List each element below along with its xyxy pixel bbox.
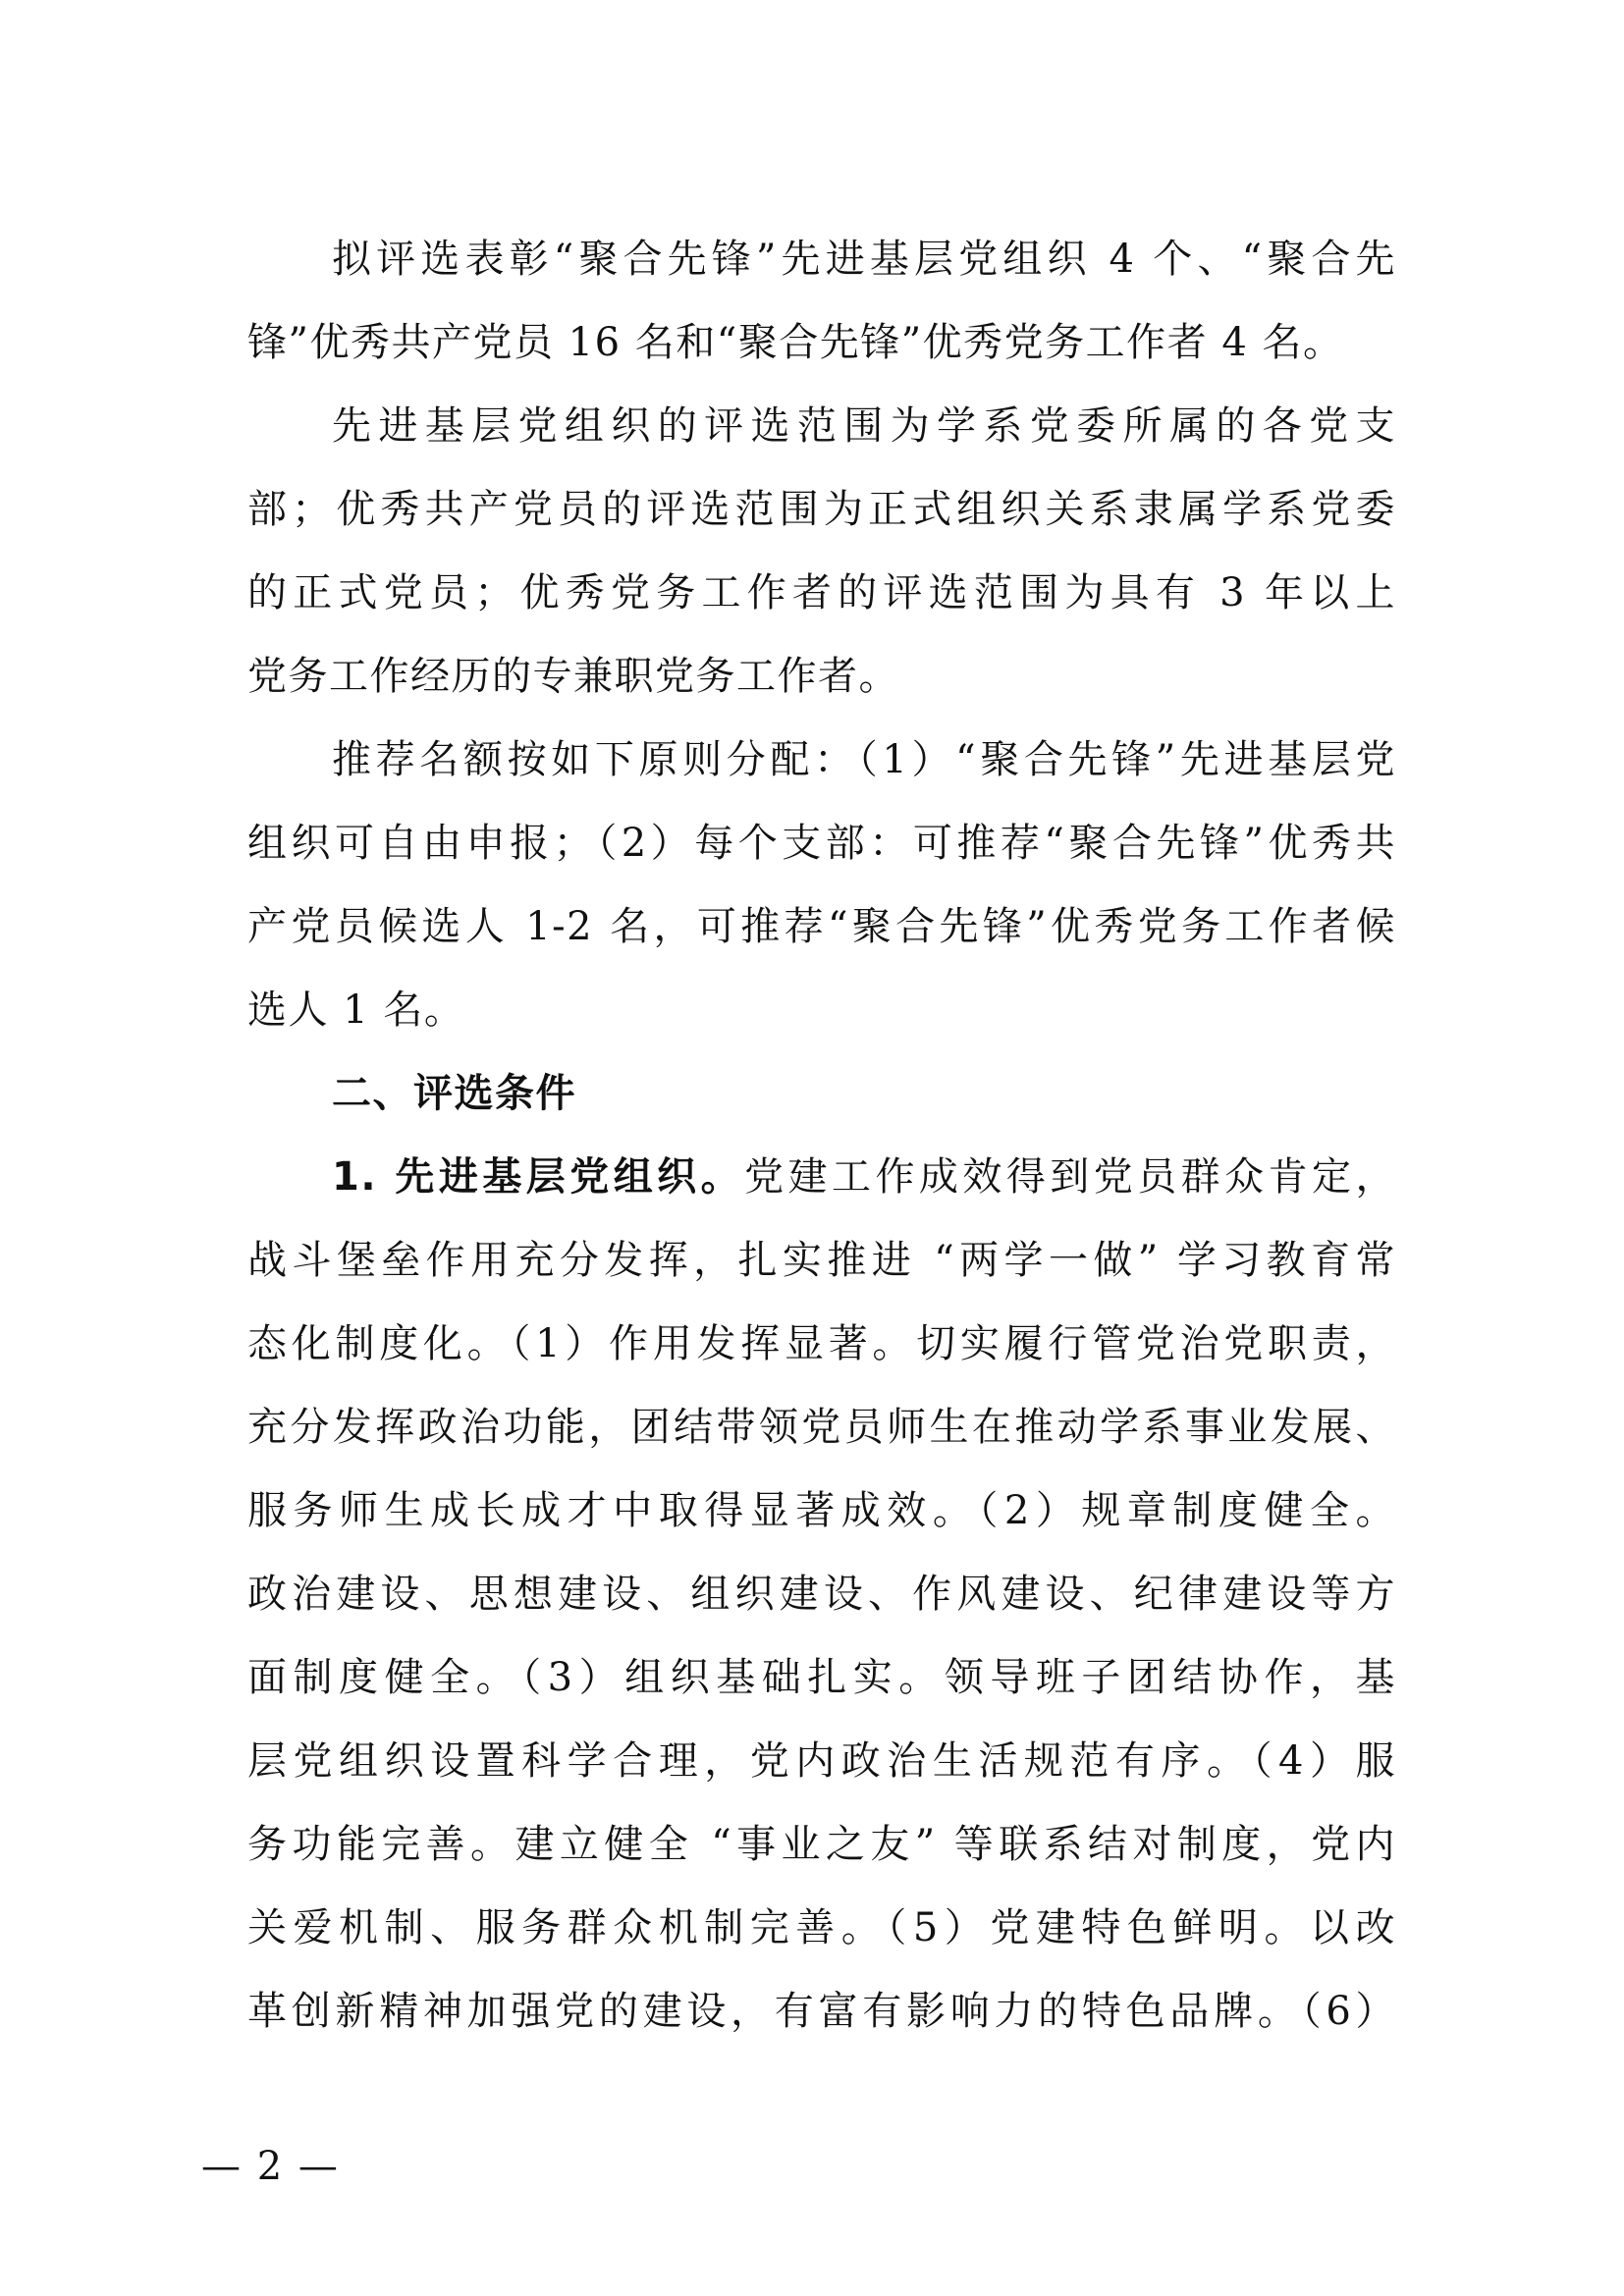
line-text: 部；优秀共产党员的评选范围为正式组织关系隶属学系党委 xyxy=(247,487,1396,532)
text-line xyxy=(247,635,1396,719)
line-text: 革创新精神加强党的建设，有富有影响力的特色品牌。（6） xyxy=(247,1989,1396,2034)
text-line xyxy=(247,1887,1396,1970)
text-line xyxy=(247,1553,1396,1636)
text-line xyxy=(247,1386,1396,1469)
section-heading xyxy=(247,1052,1396,1136)
line-text: 务功能完善。建立健全 “事业之友” 等联系结对制度，党内 xyxy=(247,1822,1396,1867)
line-text: 关爱机制、服务群众机制完善。（5）党建特色鲜明。以改 xyxy=(247,1905,1396,1950)
line-text: 组织可自由申报；（2）每个支部：可推荐“聚合先锋”优秀共 xyxy=(247,821,1396,866)
line-text: 推荐名额按如下原则分配：（1）“聚合先锋”先进基层党 xyxy=(332,737,1396,782)
text-line xyxy=(247,552,1396,635)
line-text: 拟评选表彰“聚合先锋”先进基层党组织 4 个、“聚合先 xyxy=(332,237,1396,282)
text-line xyxy=(247,1803,1396,1887)
line-text: 态化制度化。（1）作用发挥显著。切实履行管党治党职责， xyxy=(247,1321,1396,1366)
text-line xyxy=(247,1636,1396,1720)
text-line xyxy=(247,1136,1396,1219)
text-line xyxy=(247,1720,1396,1803)
text-line xyxy=(247,802,1396,885)
line-text: 政治建设、思想建设、组织建设、作风建设、纪律建设等方 xyxy=(247,1572,1396,1617)
line-text: 锋”优秀共产党员 16 名和“聚合先锋”优秀党务工作者 4 名。 xyxy=(247,320,1344,365)
line-text: 层党组织设置科学合理，党内政治生活规范有序。（4）服 xyxy=(247,1738,1396,1784)
line-text: 充分发挥政治功能，团结带领党员师生在推动学系事业发展、 xyxy=(247,1405,1396,1450)
document-body xyxy=(247,218,1396,2054)
text-line xyxy=(247,1219,1396,1303)
text-line xyxy=(247,969,1396,1052)
text-line xyxy=(247,1303,1396,1386)
text-line xyxy=(247,301,1396,385)
line-text: 面制度健全。（3）组织基础扎实。领导班子团结协作，基 xyxy=(247,1655,1396,1700)
text-line xyxy=(247,885,1396,969)
text-line xyxy=(247,385,1396,468)
line-text: 先进基层党组织的评选范围为学系党委所属的各党支 xyxy=(332,403,1396,449)
line-text: 二、评选条件 xyxy=(332,1071,576,1116)
page-number: — 2 — xyxy=(201,2144,340,2189)
text-line xyxy=(247,719,1396,802)
line-text: 选人 1 名。 xyxy=(247,988,465,1033)
line-text: 的正式党员；优秀党务工作者的评选范围为具有 3 年以上 xyxy=(247,570,1396,615)
text-line xyxy=(247,1469,1396,1553)
item-lead: 1. 先进基层党组织。 xyxy=(332,1154,745,1200)
line-text: 产党员候选人 1-2 名，可推荐“聚合先锋”优秀党务工作者候 xyxy=(247,904,1396,949)
text-line xyxy=(247,468,1396,552)
line-text: 党务工作经历的专兼职党务工作者。 xyxy=(247,654,899,699)
text-line xyxy=(247,1970,1396,2054)
line-text: 服务师生成长成才中取得显著成效。（2）规章制度健全。 xyxy=(247,1488,1396,1533)
text-line xyxy=(247,218,1396,301)
line-text: 党建工作成效得到党员群众肯定， xyxy=(744,1154,1397,1200)
line-text: 战斗堡垒作用充分发挥，扎实推进 “两学一做” 学习教育常 xyxy=(247,1238,1396,1283)
